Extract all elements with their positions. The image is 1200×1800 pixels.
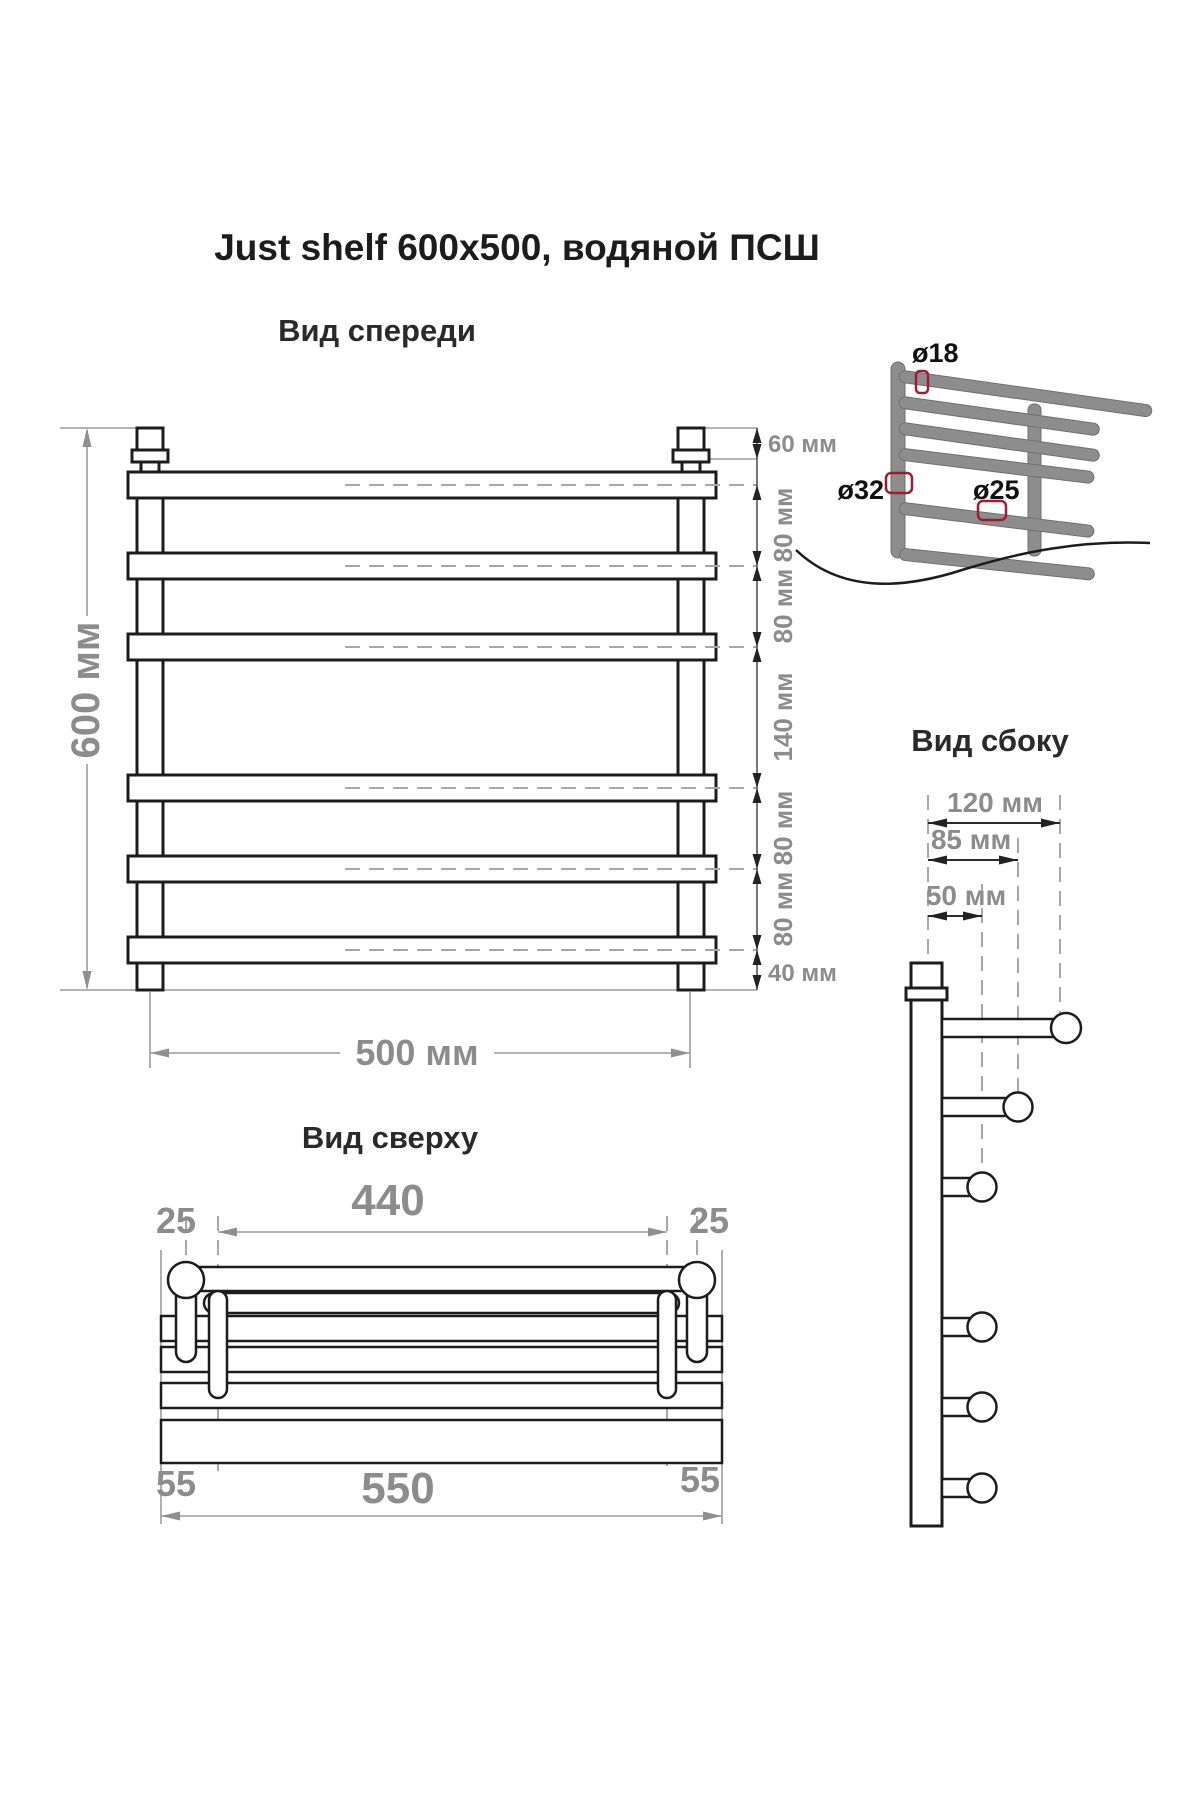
arrow-down-icon — [83, 971, 92, 990]
collector-circle-left — [168, 1262, 204, 1298]
front-view-title: Вид спереди — [278, 313, 476, 348]
top-view-title: Вид сверху — [301, 1120, 479, 1155]
left-post — [137, 473, 163, 990]
dim-600-label: 600 мм — [64, 621, 108, 759]
arrow-up-icon — [83, 428, 92, 447]
diameter-label-32: ø32 — [837, 475, 884, 505]
side-view — [906, 787, 1081, 1526]
dim-550-label: 550 — [361, 1464, 435, 1513]
shelf-hook-left — [209, 1291, 227, 1398]
left-post-flange — [132, 450, 168, 462]
rung-slab — [161, 1383, 722, 1408]
chain-label-80a: 80 мм — [768, 487, 798, 563]
arrow-left-icon — [150, 1049, 169, 1058]
iso-view — [796, 338, 1153, 584]
side-bar-end — [968, 1313, 997, 1342]
shelf-hook-right — [658, 1291, 676, 1398]
side-bar-end — [1051, 1013, 1081, 1043]
shelf-front-bar — [204, 1293, 679, 1313]
chain-arrow-icon — [753, 632, 762, 647]
dim-55-right-label: 55 — [679, 1459, 721, 1500]
arrow-left-icon — [161, 1512, 180, 1521]
chain-arrow-icon — [753, 869, 762, 884]
side-bar-end — [1004, 1093, 1033, 1122]
arrow-left-icon — [928, 912, 947, 921]
chain-label-140: 140 мм — [768, 672, 798, 762]
chain-arrow-icon — [753, 444, 762, 459]
arrow-left-icon — [218, 1228, 237, 1237]
side-post-flange — [906, 988, 947, 1000]
front-view — [60, 428, 837, 1073]
arrow-left-icon — [928, 856, 947, 865]
iso-rung-bar — [899, 548, 1095, 580]
arrow-right-icon — [703, 1512, 722, 1521]
chain-arrow-icon — [753, 647, 762, 662]
dim-440-label: 440 — [351, 1176, 425, 1225]
chain-arrow-icon — [753, 551, 762, 566]
dim-120-label: 120 мм — [947, 787, 1043, 818]
arrow-right-icon — [648, 1228, 667, 1237]
chain-arrow-icon — [753, 935, 762, 950]
right-post-cap — [678, 428, 704, 450]
chain-arrow-icon — [753, 854, 762, 869]
side-bar — [942, 1479, 970, 1497]
top-view — [156, 1176, 729, 1524]
left-post-cap — [137, 428, 163, 450]
arrow-right-icon — [963, 912, 982, 921]
shelf-back-bar — [172, 1267, 711, 1291]
side-post — [911, 1000, 942, 1526]
chain-arrow-icon — [753, 428, 762, 443]
chain-arrow-icon — [753, 566, 762, 581]
side-bar — [942, 1019, 1054, 1037]
chain-arrow-icon — [753, 975, 762, 990]
dim-85-label: 85 мм — [930, 824, 1012, 855]
chain-label-80d: 80 мм — [768, 871, 798, 947]
arrow-right-icon — [999, 856, 1018, 865]
arrow-right-icon — [671, 1049, 690, 1058]
chain-label-60: 60 мм — [768, 431, 837, 458]
collector-circle-right — [679, 1262, 715, 1298]
side-bar-end — [968, 1474, 997, 1503]
chain-arrow-icon — [753, 950, 762, 965]
rung-slab-bottom — [161, 1420, 722, 1463]
dim-500-label: 500 мм — [355, 1032, 479, 1073]
side-bar — [942, 1098, 1006, 1116]
diameter-label-25: ø25 — [973, 475, 1020, 505]
side-bar-end — [968, 1393, 997, 1422]
rung-slab — [161, 1347, 722, 1372]
side-post-cap — [911, 963, 942, 988]
side-bar — [942, 1318, 970, 1336]
side-view-title: Вид сбоку — [911, 723, 1069, 758]
arrow-right-icon — [1041, 819, 1060, 828]
side-bar — [942, 1398, 970, 1416]
chain-arrow-icon — [753, 788, 762, 803]
chain-label-40: 40 мм — [768, 960, 837, 987]
side-bar-end — [968, 1173, 997, 1202]
side-bar — [942, 1178, 970, 1196]
chain-label-80b: 80 мм — [768, 568, 798, 644]
diameter-label-18: ø18 — [912, 338, 959, 368]
chain-arrow-icon — [753, 485, 762, 500]
dim-55-left-label: 55 — [155, 1463, 197, 1504]
chain-arrow-icon — [753, 773, 762, 788]
right-post — [678, 473, 704, 990]
dim-25-right-label: 25 — [688, 1200, 730, 1241]
dim-25-left-label: 25 — [155, 1200, 197, 1241]
page-title: Just shelf 600x500, водяной ПСШ — [214, 227, 820, 268]
rung-slab — [161, 1316, 722, 1341]
dim-50-label: 50 мм — [925, 880, 1007, 911]
right-post-flange — [673, 450, 709, 462]
chain-label-80c: 80 мм — [768, 790, 798, 866]
